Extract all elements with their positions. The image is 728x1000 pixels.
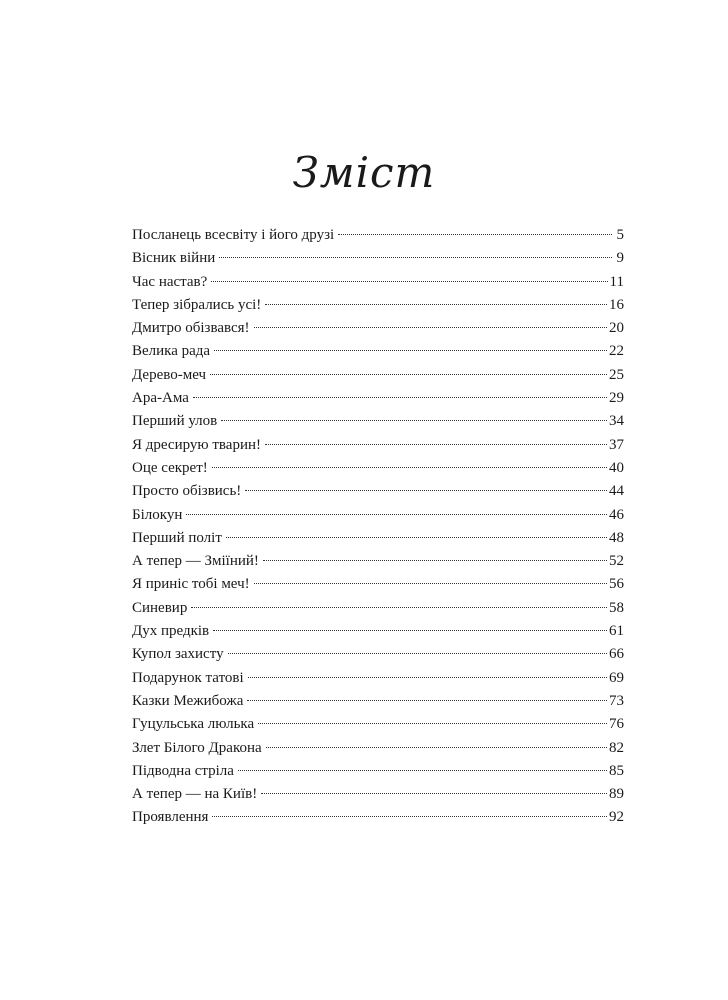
dot-leader: [186, 513, 607, 515]
toc-entry-title: Посланець всесвіту і його друзі: [132, 227, 335, 243]
toc-entry-page-number: 9: [616, 250, 624, 267]
toc-entry-page-number: 56: [609, 576, 624, 593]
toc-entry: [132, 247, 624, 270]
toc-entry-title: Я приніс тобі меч!: [132, 576, 250, 593]
page-title: Зміст: [292, 148, 436, 197]
dot-leader: [265, 443, 607, 445]
dot-leader: [258, 722, 607, 724]
toc-entry: [132, 620, 624, 643]
toc-entry-title: Вісник війни: [132, 250, 216, 267]
toc-entry-page-number: 85: [609, 762, 624, 779]
dot-leader: [212, 466, 607, 468]
toc-entry-page-number: 46: [609, 506, 624, 523]
toc-entry-page-number: 40: [609, 459, 624, 476]
toc-entry: [132, 527, 624, 550]
toc-entry-page-number: 48: [609, 529, 624, 546]
dot-leader: [214, 349, 607, 351]
toc-entry-title: А тепер — на Київ!: [132, 786, 258, 803]
toc-entry-title: Велика рада: [132, 343, 211, 360]
toc-entry: [132, 387, 624, 410]
toc-entry-page-number: 52: [609, 553, 624, 570]
toc-entry-title: Просто обізвись!: [132, 483, 242, 500]
dot-leader: [193, 396, 607, 398]
dot-leader: [266, 746, 607, 748]
toc-entry: [132, 550, 624, 573]
toc-entry-page-number: 89: [609, 786, 624, 803]
toc-entry: [132, 480, 624, 503]
toc-entry-page-number: 58: [609, 599, 624, 616]
dot-leader: [211, 280, 607, 282]
toc-entry-page-number: 73: [609, 692, 624, 709]
toc-entry-page-number: 82: [609, 739, 624, 756]
toc-entry: [132, 340, 624, 363]
toc-entry-title: Казки Межибожа: [132, 692, 244, 709]
toc-entry: [132, 667, 624, 690]
toc-entry-page-number: 69: [609, 669, 624, 686]
dot-leader: [254, 582, 607, 584]
toc-entry-title: Ара-Ама: [132, 390, 189, 407]
dot-leader: [254, 326, 607, 328]
toc-entry-title: А тепер — Зміїний!: [132, 553, 259, 570]
toc-entry-page-number: 25: [609, 366, 624, 383]
toc-entry-title: Оце секрет!: [132, 459, 208, 476]
toc-entry-page-number: 66: [609, 646, 624, 663]
toc-entry: [132, 434, 624, 457]
dot-leader: [221, 419, 607, 421]
toc-entry-title: Білокун: [132, 506, 183, 523]
toc-entry: [132, 643, 624, 666]
toc-entry: [132, 783, 624, 806]
toc-entry-page-number: 61: [609, 623, 624, 640]
toc-entry: [132, 317, 624, 340]
toc-entry-title: Злет Білого Дракона: [132, 739, 262, 756]
toc-entry: [132, 224, 624, 247]
dot-leader: [238, 769, 607, 771]
dot-leader: [247, 699, 607, 701]
toc-entry-page-number: 22: [609, 343, 624, 360]
toc-entry-page-number: 92: [609, 809, 624, 826]
toc-entry-page-number: 76: [609, 716, 624, 733]
toc-entry-title: Синевир: [132, 599, 188, 616]
toc-entry-page-number: 11: [609, 273, 624, 290]
toc-entry: [132, 364, 624, 387]
toc-entry-title: Час настав?: [132, 273, 208, 290]
dot-leader: [228, 652, 607, 654]
toc-entry: [132, 760, 624, 783]
dot-leader: [213, 629, 607, 631]
dot-leader: [226, 536, 607, 538]
toc-entry-title: Дерево-меч: [132, 366, 207, 383]
toc-entry-title: Подарунок татові: [132, 669, 244, 686]
dot-leader: [212, 815, 607, 817]
dot-leader: [210, 373, 607, 375]
toc-entry-title: Перший улов: [132, 413, 218, 430]
toc-entry-title: Тепер зібрались усі!: [132, 296, 262, 313]
dot-leader: [338, 233, 612, 235]
toc-entry: [132, 294, 624, 317]
dot-leader: [265, 303, 607, 305]
dot-leader: [245, 489, 607, 491]
toc-entry: [132, 457, 624, 480]
table-of-contents: [132, 224, 624, 830]
toc-entry-title: Проявлення: [132, 809, 209, 826]
toc-entry-page-number: 34: [609, 413, 624, 430]
toc-entry-page-number: 16: [609, 296, 624, 313]
toc-entry-page-number: 29: [609, 390, 624, 407]
dot-leader: [261, 792, 607, 794]
toc-entry-page-number: 5: [616, 227, 624, 243]
dot-leader: [191, 606, 607, 608]
toc-entry-title: Підводна стріла: [132, 762, 234, 779]
dot-leader: [248, 676, 607, 678]
toc-entry-page-number: 37: [609, 436, 624, 453]
toc-entry-title: Дмитро обізвався!: [132, 320, 250, 337]
toc-entry: [132, 573, 624, 596]
toc-entry-title: Я дресирую тварин!: [132, 436, 262, 453]
toc-entry: [132, 410, 624, 433]
toc-entry: [132, 597, 624, 620]
toc-entry: [132, 690, 624, 713]
toc-entry-title: Купол захисту: [132, 646, 224, 663]
toc-entry-title: Перший політ: [132, 529, 222, 546]
toc-entry-page-number: 44: [609, 483, 624, 500]
toc-entry: [132, 504, 624, 527]
toc-entry: [132, 271, 624, 294]
toc-entry-title: Дух предків: [132, 623, 210, 640]
toc-entry-page-number: 20: [609, 320, 624, 337]
toc-entry-title: Гуцульська люлька: [132, 716, 255, 733]
dot-leader: [263, 559, 607, 561]
toc-entry: [132, 806, 624, 829]
toc-entry: [132, 713, 624, 736]
dot-leader: [219, 256, 612, 258]
toc-entry: [132, 737, 624, 760]
